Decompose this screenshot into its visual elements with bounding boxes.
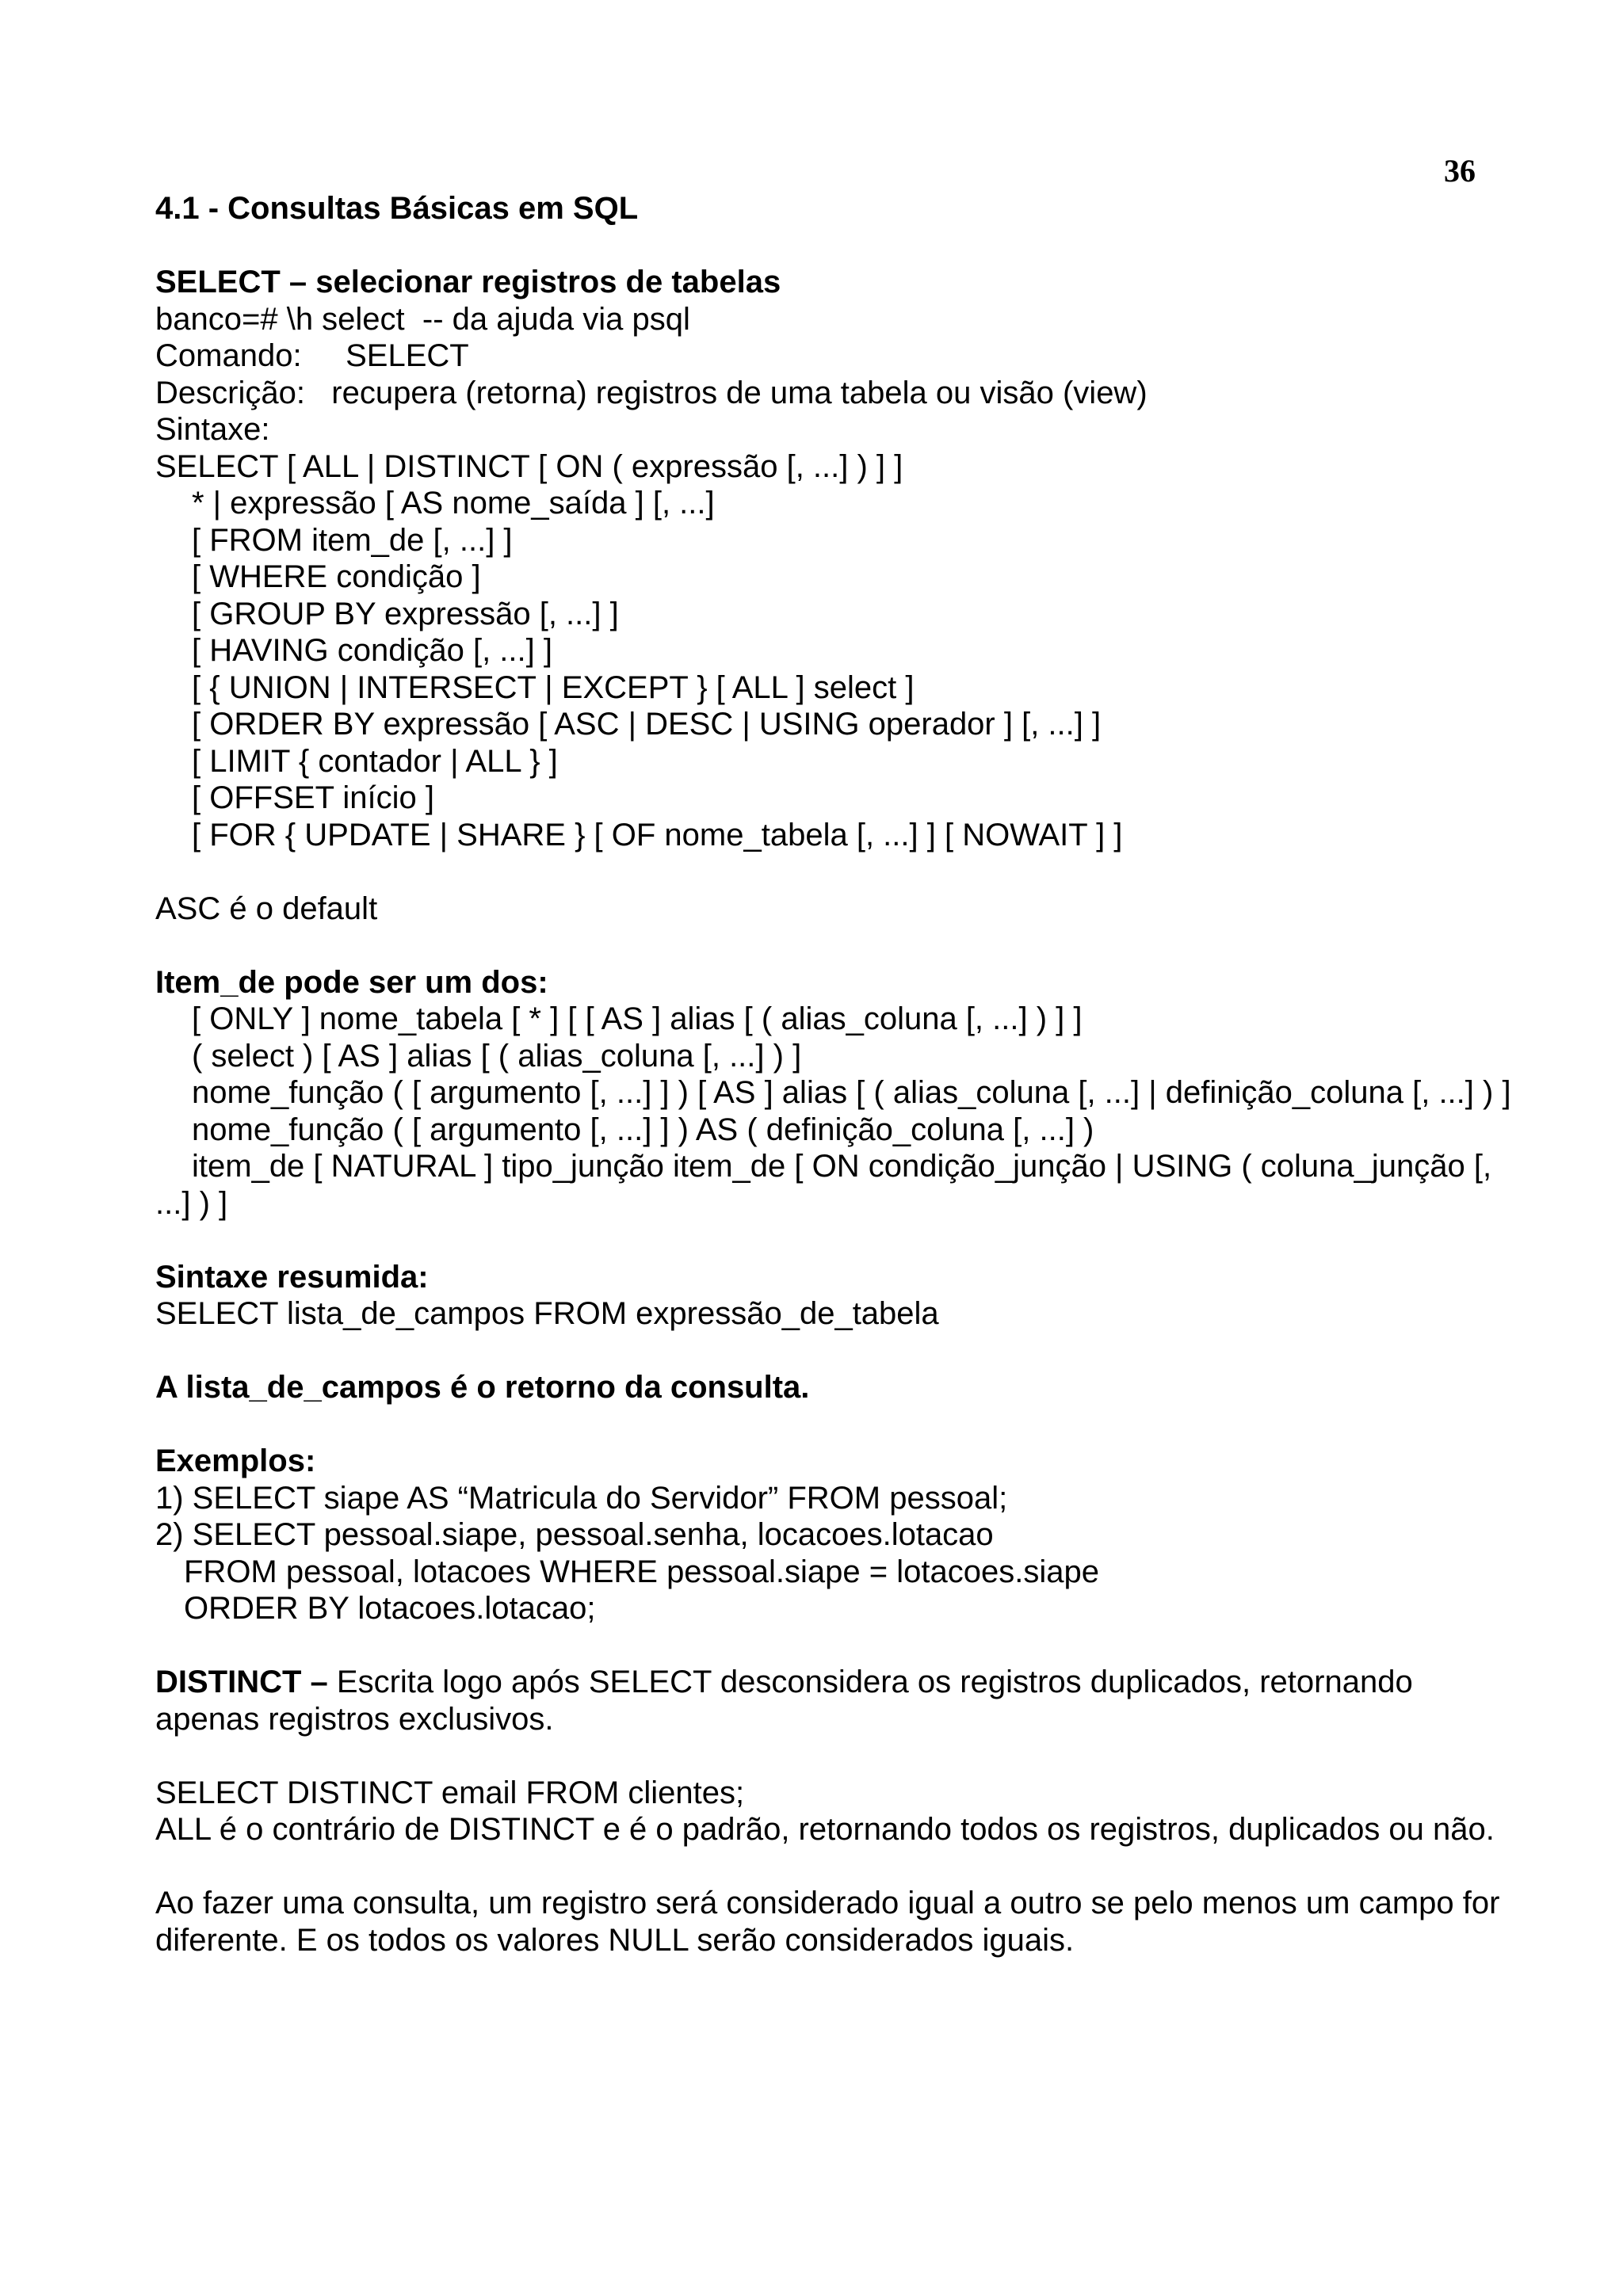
spacer (155, 227, 1518, 265)
spacer (155, 927, 1518, 964)
page-content (155, 190, 1518, 1958)
distinct-paragraph (155, 1664, 1518, 1737)
syntax-line: [ { UNION | INTERSECT | EXCEPT } [ ALL ] select ] (192, 669, 915, 705)
item-de-line: ( select ) [ AS ] alias [ ( alias_coluna [, ...] ) ] (192, 1038, 802, 1074)
distinct-example: SELECT DISTINCT email FROM clientes; (155, 1775, 745, 1810)
exemplo-line: 1) SELECT siape AS “Matricula do Servidor” FROM pessoal; (155, 1480, 1008, 1516)
item-de-line: [ ONLY ] nome_tabela [ * ] [ [ AS ] alias [ ( alias_coluna [, ...] ) ] ] (192, 1001, 1083, 1036)
sintaxe-label: Sintaxe: (155, 412, 270, 447)
distinct-label: DISTINCT – (155, 1665, 328, 1699)
syntax-line: [ ORDER BY expressão [ ASC | DESC | USING operador ] [, ...] ] (192, 707, 1102, 742)
spacer (155, 1333, 1518, 1370)
syntax-line: [ GROUP BY expressão [, ...] ] (192, 596, 619, 631)
page-number: 36 (1444, 153, 1476, 189)
item-de-line: item_de [ NATURAL ] tipo_junção item_de [ ON condição_junção | USING ( coluna_junção [, ...] ) ] (155, 1149, 1492, 1221)
syntax-line: [ LIMIT { contador | ALL } ] (192, 743, 558, 779)
help-line: banco=# \h select -- da ajuda via psql (155, 301, 690, 337)
spacer (155, 1848, 1518, 1886)
exemplos-heading: Exemplos: (155, 1444, 316, 1478)
spacer (155, 1737, 1518, 1775)
spacer (155, 1627, 1518, 1665)
exemplo-line: FROM pessoal, lotacoes WHERE pessoal.siape = lotacoes.siape (184, 1554, 1099, 1589)
syntax-line: * | expressão [ AS nome_saída ] [, ...] (192, 486, 715, 521)
select-heading: SELECT – selecionar registros de tabelas (155, 265, 781, 299)
lista-statement: A lista_de_campos é o retorno da consulta. (155, 1370, 810, 1405)
final-paragraph: Ao fazer uma consulta, um registro será considerado igual a outro se pelo menos um campo for diferente. E os todos os valores NULL serão considerados iguais. (155, 1886, 1500, 1958)
exemplo-line: ORDER BY lotacoes.lotacao; (184, 1591, 596, 1626)
syntax-line: [ FOR { UPDATE | SHARE } [ OF nome_tabela [, ...] ] [ NOWAIT ] ] (192, 817, 1123, 852)
spacer (155, 853, 1518, 891)
spacer (155, 1406, 1518, 1444)
section-title: 4.1 - Consultas Básicas em SQL (155, 191, 639, 226)
descricao-line: Descrição: recupera (retorna) registros de uma tabela ou visão (view) (155, 375, 1148, 410)
asc-default-note: ASC é o default (155, 891, 378, 926)
item-de-line: nome_função ( [ argumento [, ...] ] ) AS ( definição_coluna [, ...] ) (192, 1112, 1094, 1147)
syntax-first-line: SELECT [ ALL | DISTINCT [ ON ( expressão [, ...] ) ] ] (155, 448, 903, 484)
spacer (155, 1222, 1518, 1259)
sintaxe-resumida-line: SELECT lista_de_campos FROM expressão_de_tabela (155, 1296, 939, 1331)
sintaxe-resumida-heading: Sintaxe resumida: (155, 1259, 429, 1295)
comando-line: Comando: SELECT (155, 338, 469, 373)
exemplo-line: 2) SELECT pessoal.siape, pessoal.senha, locacoes.lotacao (155, 1517, 994, 1552)
item-de-heading: Item_de pode ser um dos: (155, 964, 548, 1000)
item-de-line: nome_função ( [ argumento [, ...] ] ) [ AS ] alias [ ( alias_coluna [, ...] | definição_coluna [, ...] ) ] (192, 1075, 1511, 1110)
syntax-line: [ FROM item_de [, ...] ] (192, 522, 513, 558)
distinct-text: Escrita logo após SELECT desconsidera os registros duplicados, retornando apenas registros exclusivos. (155, 1665, 1413, 1737)
syntax-line: [ OFFSET início ] (192, 780, 434, 815)
all-paragraph: ALL é o contrário de DISTINCT e é o padrão, retornando todos os registros, duplicados ou não. (155, 1812, 1495, 1847)
syntax-line: [ HAVING condição [, ...] ] (192, 633, 552, 668)
syntax-line: [ WHERE condição ] (192, 559, 481, 594)
